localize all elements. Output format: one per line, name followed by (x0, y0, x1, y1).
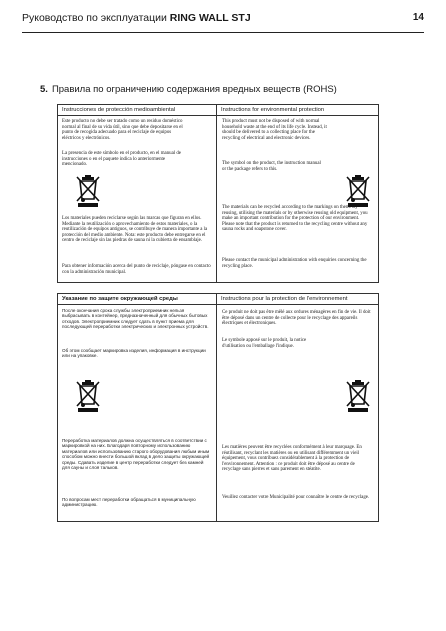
box-fr (216, 293, 379, 522)
box-es-title: Instrucciones de protección medioambiental (58, 105, 217, 116)
box-es (57, 104, 218, 283)
box-ru-title: Указание по защите окружающей среды (58, 294, 217, 305)
box-es-p3: Los materiales pueden reciclarse según las marcas que figuran en ellos. Mediante la reutilización o aprovechamiento de estos materiales, o la reutilización de equipos antiguos, se contribuye de manera importante a la protección del medio ambiente. Nota: este producto debe entregarse en el centro de reciclaje sin las piedras de sauna ni la cubierta de ensamblaje. (62, 216, 208, 244)
box-fr-p3: Les matières peuvent être recyclées conformément à leur marquage. En réutilisant, recyclant les matières ou en utilisant différemment un vieil équipement, vous contribuez considérablement à la protection de l'environnement. Attention : ce produit doit être déposé au centre de recyclage sans pierres et sans parement en stéatite. (222, 445, 362, 473)
box-en-p1: This product must not be disposed of with normal household waste at the end of its life cycle. Instead, it should be delivered to a collecting place for the recycling of electrical and electronic devices. (222, 119, 327, 141)
section-title: Правила по ограничению содержания вредных веществ (ROHS) (51, 84, 337, 95)
crossed-out-wheelie-bin-icon (345, 379, 371, 413)
page-header (22, 8, 424, 30)
manual-title: Руководство по эксплуатации RING WALL STJ (22, 12, 251, 24)
model-name: RING WALL STJ (169, 12, 251, 24)
box-en-p3: The materials can be recycled according to the markings on them. By reusing, utilising the materials or by otherwise reusing old equipment, you make an important contribution for the protection of our environment. Please note that the product is returned to the recycling centre without any sauna rocks and soapstone cover. (222, 205, 368, 233)
crossed-out-wheelie-bin-icon (75, 174, 101, 208)
box-fr-p2: Le symbole apposé sur le produit, la notice d'utilisation ou l'emballage l'indique. (222, 338, 307, 349)
section-heading (40, 84, 337, 95)
page-number: 14 (412, 12, 424, 23)
box-en-title: Instructions for environmental protection (217, 105, 378, 116)
box-ru (57, 293, 218, 522)
box-es-p1: Este producto no debe ser tratado como un residuo doméstico normal al final de su vida útil, sino que debe depositarse en el punto de recogida adecuado para el reciclaje de equipos eléctricos y electrónicos. (62, 119, 183, 141)
box-ru-p4: По вопросам мест переработки обращаться в муниципальную администрацию. (62, 497, 196, 508)
box-en (216, 104, 379, 283)
box-ru-p2: Об этом сообщает маркировка изделия, информация в инструкции или на упаковке. (62, 348, 206, 359)
header-divider (22, 32, 424, 33)
box-ru-p3: Переработка материалов должна осуществляться в соответствии с маркировкой на них. Благодаря повторному использованию материалов или использованию старого оборудования любым иным способом можно внести большой вклад в дело защиты окружающей среды. Сдавать изделие в центр переработки следует без камней для сауны и слоя тальков. (62, 438, 210, 471)
box-en-p4: Please contact the municipal administration with enquiries concerning the recycling place. (222, 258, 367, 269)
section-number: 5. (40, 84, 48, 95)
crossed-out-wheelie-bin-icon (345, 174, 371, 208)
crossed-out-wheelie-bin-icon (75, 379, 101, 413)
box-fr-p1: Ce produit ne doit pas être mêlé aux ordures ménagères en fin de vie. Il doit être déposé dans un centre de collecte pour le recyclage des appareils électriques et électroniques. (222, 310, 371, 327)
box-fr-p4: Veuillez contacter votre Municipalité pour connaître le centre de recyclage. (222, 495, 370, 500)
box-en-p2: The symbol on the product, the instruction manual or the package refers to this. (222, 161, 321, 172)
box-es-p4: Para obtener información acerca del punto de reciclaje, póngase en contacto con la administración municipal. (62, 264, 211, 275)
box-ru-p1: После окончания срока службы электроприемник нельзя выбрасывать в контейнер, предназначенный для обычных бытовых отходов. Электроприемник следует сдать в пункт приема для последующей переработки электрических и электронных устройств. (62, 308, 209, 330)
box-fr-title: Instructions pour la protection de l'environnement (217, 294, 378, 305)
box-es-p2: La presencia de este símbolo en el producto, en el manual de instrucciones o en el paquete indica lo anteriormente mencionado. (62, 151, 181, 168)
